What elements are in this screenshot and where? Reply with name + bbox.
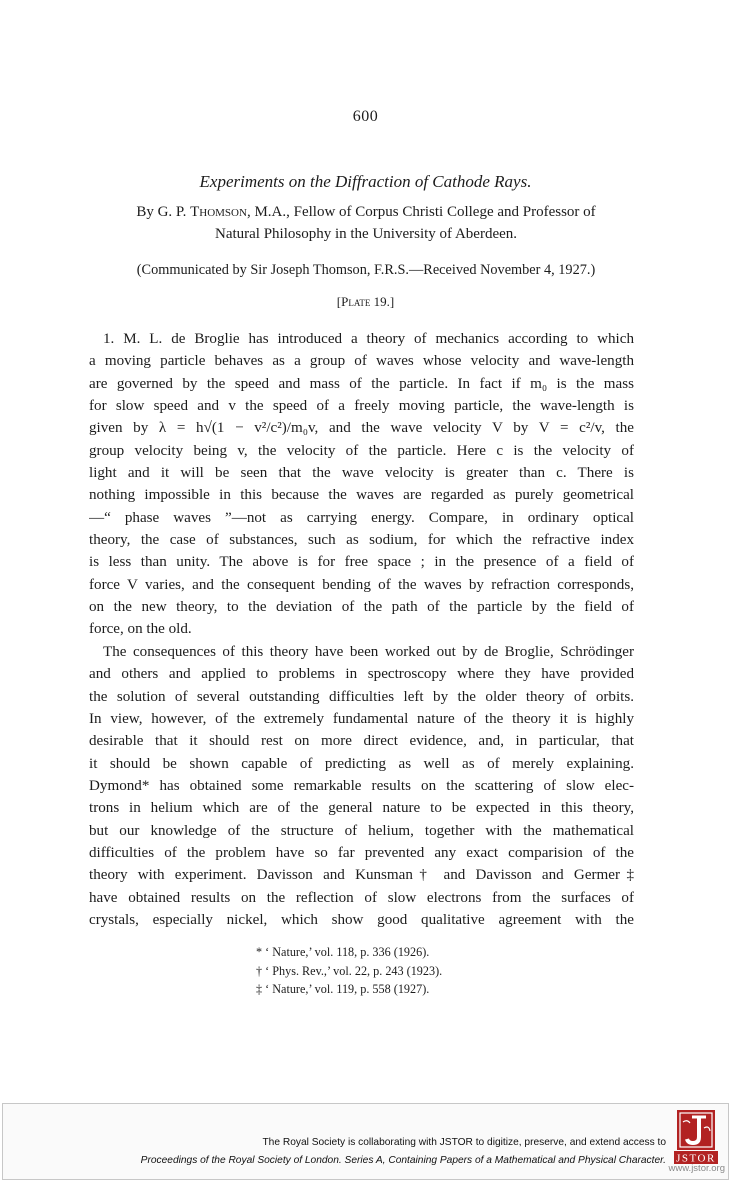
body-line: desirable that it should rest on more direct evidence, and, in particular, that [89,733,634,750]
body-line: but our knowledge of the structure of helium, together with the mathematical [89,822,634,839]
body-line: force, on the old. [89,621,192,638]
body-line: Dymond* has obtained some remarkable results on the scattering of slow elec- [89,777,634,794]
body-line: difficulties of the problem have so far prevented any exact comparision of the [89,844,634,861]
body-line: 1. M. L. de Broglie has introduced a theory of mechanics according to which [103,331,634,347]
body-line: a moving particle behaves as a group of waves whose velocity and wave-length [89,353,634,370]
byline-line-1 [96,201,636,223]
paragraph-1 [89,328,634,641]
byline [96,201,636,245]
article-body [89,328,634,931]
byline-line-2: Natural Philosophy in the University of Aberdeen. [214,226,518,242]
body-line: is less than unity. The above is for free space ; in the presence of a field of [89,554,634,571]
body-line: —“ phase waves ”—not as carrying energy. Compare, in ordinary optical [89,509,634,526]
body-line: The consequences of this theory have been worked out by de Broglie, Schrödinger [103,643,634,660]
body-line: for slow speed and v the speed of a freely moving particle, the wave-length is [89,398,634,415]
banner-text-line-1: The Royal Society is collaborating with JSTOR to digitize, preserve, and extend access to [262,1137,666,1148]
body-line: are governed by the speed and mass of the particle. In fact if m₀ is the mass [89,375,634,392]
body-line: the solution of several outstanding difficulties left by the older theory of orbits. [89,688,634,705]
body-line: group velocity being v, the velocity of the particle. Here c is the velocity of [89,442,634,459]
page-number: 600 [352,108,379,125]
footnote-2: † ‘ Phys. Rev.,’ vol. 22, p. 243 (1923). [256,963,443,978]
banner-text-line-2: Proceedings of the Royal Society of London. Series A, Containing Papers of a Mathematical and Physical Character. [140,1155,666,1166]
body-line: on the new theory, to the deviation of the path of the particle by the field of [89,599,634,616]
plate-reference: [Plate 19.] [336,294,395,309]
body-line: theory, the case of substances, such as sodium, for which the refractive index [89,532,634,549]
byline-affiliation: , M.A., Fellow of Corpus Christi College and Professor of [246,204,596,220]
author-surname: Thomson [190,204,247,220]
svg-text:JSTOR: JSTOR [676,1152,716,1165]
body-line: trons in helium which are of the general nature to be expected in this theory, [89,800,634,817]
byline-prefix: By G. P. [136,204,187,220]
jstor-banner [2,1103,729,1180]
jstor-url-link[interactable]: www.jstor.org [668,1163,725,1174]
communicated-note: (Communicated by Sir Joseph Thomson, F.R.S.—Received November 4, 1927.) [136,262,596,278]
body-line: force V varies, and the consequent bending of the waves by refraction corresponds, [89,576,634,593]
body-line: In view, however, of the extremely fundamental nature of the theory it is highly [89,710,634,727]
body-line: it should be shown capable of predicting as well as of merely explaining. [89,755,634,772]
footnote-3: ‡ ‘ Nature,’ vol. 119, p. 558 (1927). [256,982,430,996]
body-line: have obtained results on the reflection of slow electrons from the surfaces of [89,889,634,906]
paragraph-2 [89,641,634,931]
body-line: light and it will be seen that the wave velocity is greater than c. There is [89,465,634,482]
article-title: Experiments on the Diffraction of Cathode Rays. [199,172,532,191]
body-line: and others and applied to problems in spectroscopy where they have provided [89,666,634,683]
plate-word: Plate [341,294,371,309]
body-line: theory with experiment. Davisson and Kunsman† and Davisson and Germer‡ [89,867,634,884]
body-line: crystals, especially nickel, which show good qualitative agreement with the [89,911,634,928]
footnotes [0,943,731,999]
footnote-1: * ‘ Nature,’ vol. 118, p. 336 (1926). [256,945,430,959]
body-line: nothing impossible in this because the waves are regarded as purely geometrical [89,487,634,504]
body-line: given by λ = h√(1 − v²/c²)/m₀v, and the wave velocity V by V = c²/v, the [89,420,634,437]
